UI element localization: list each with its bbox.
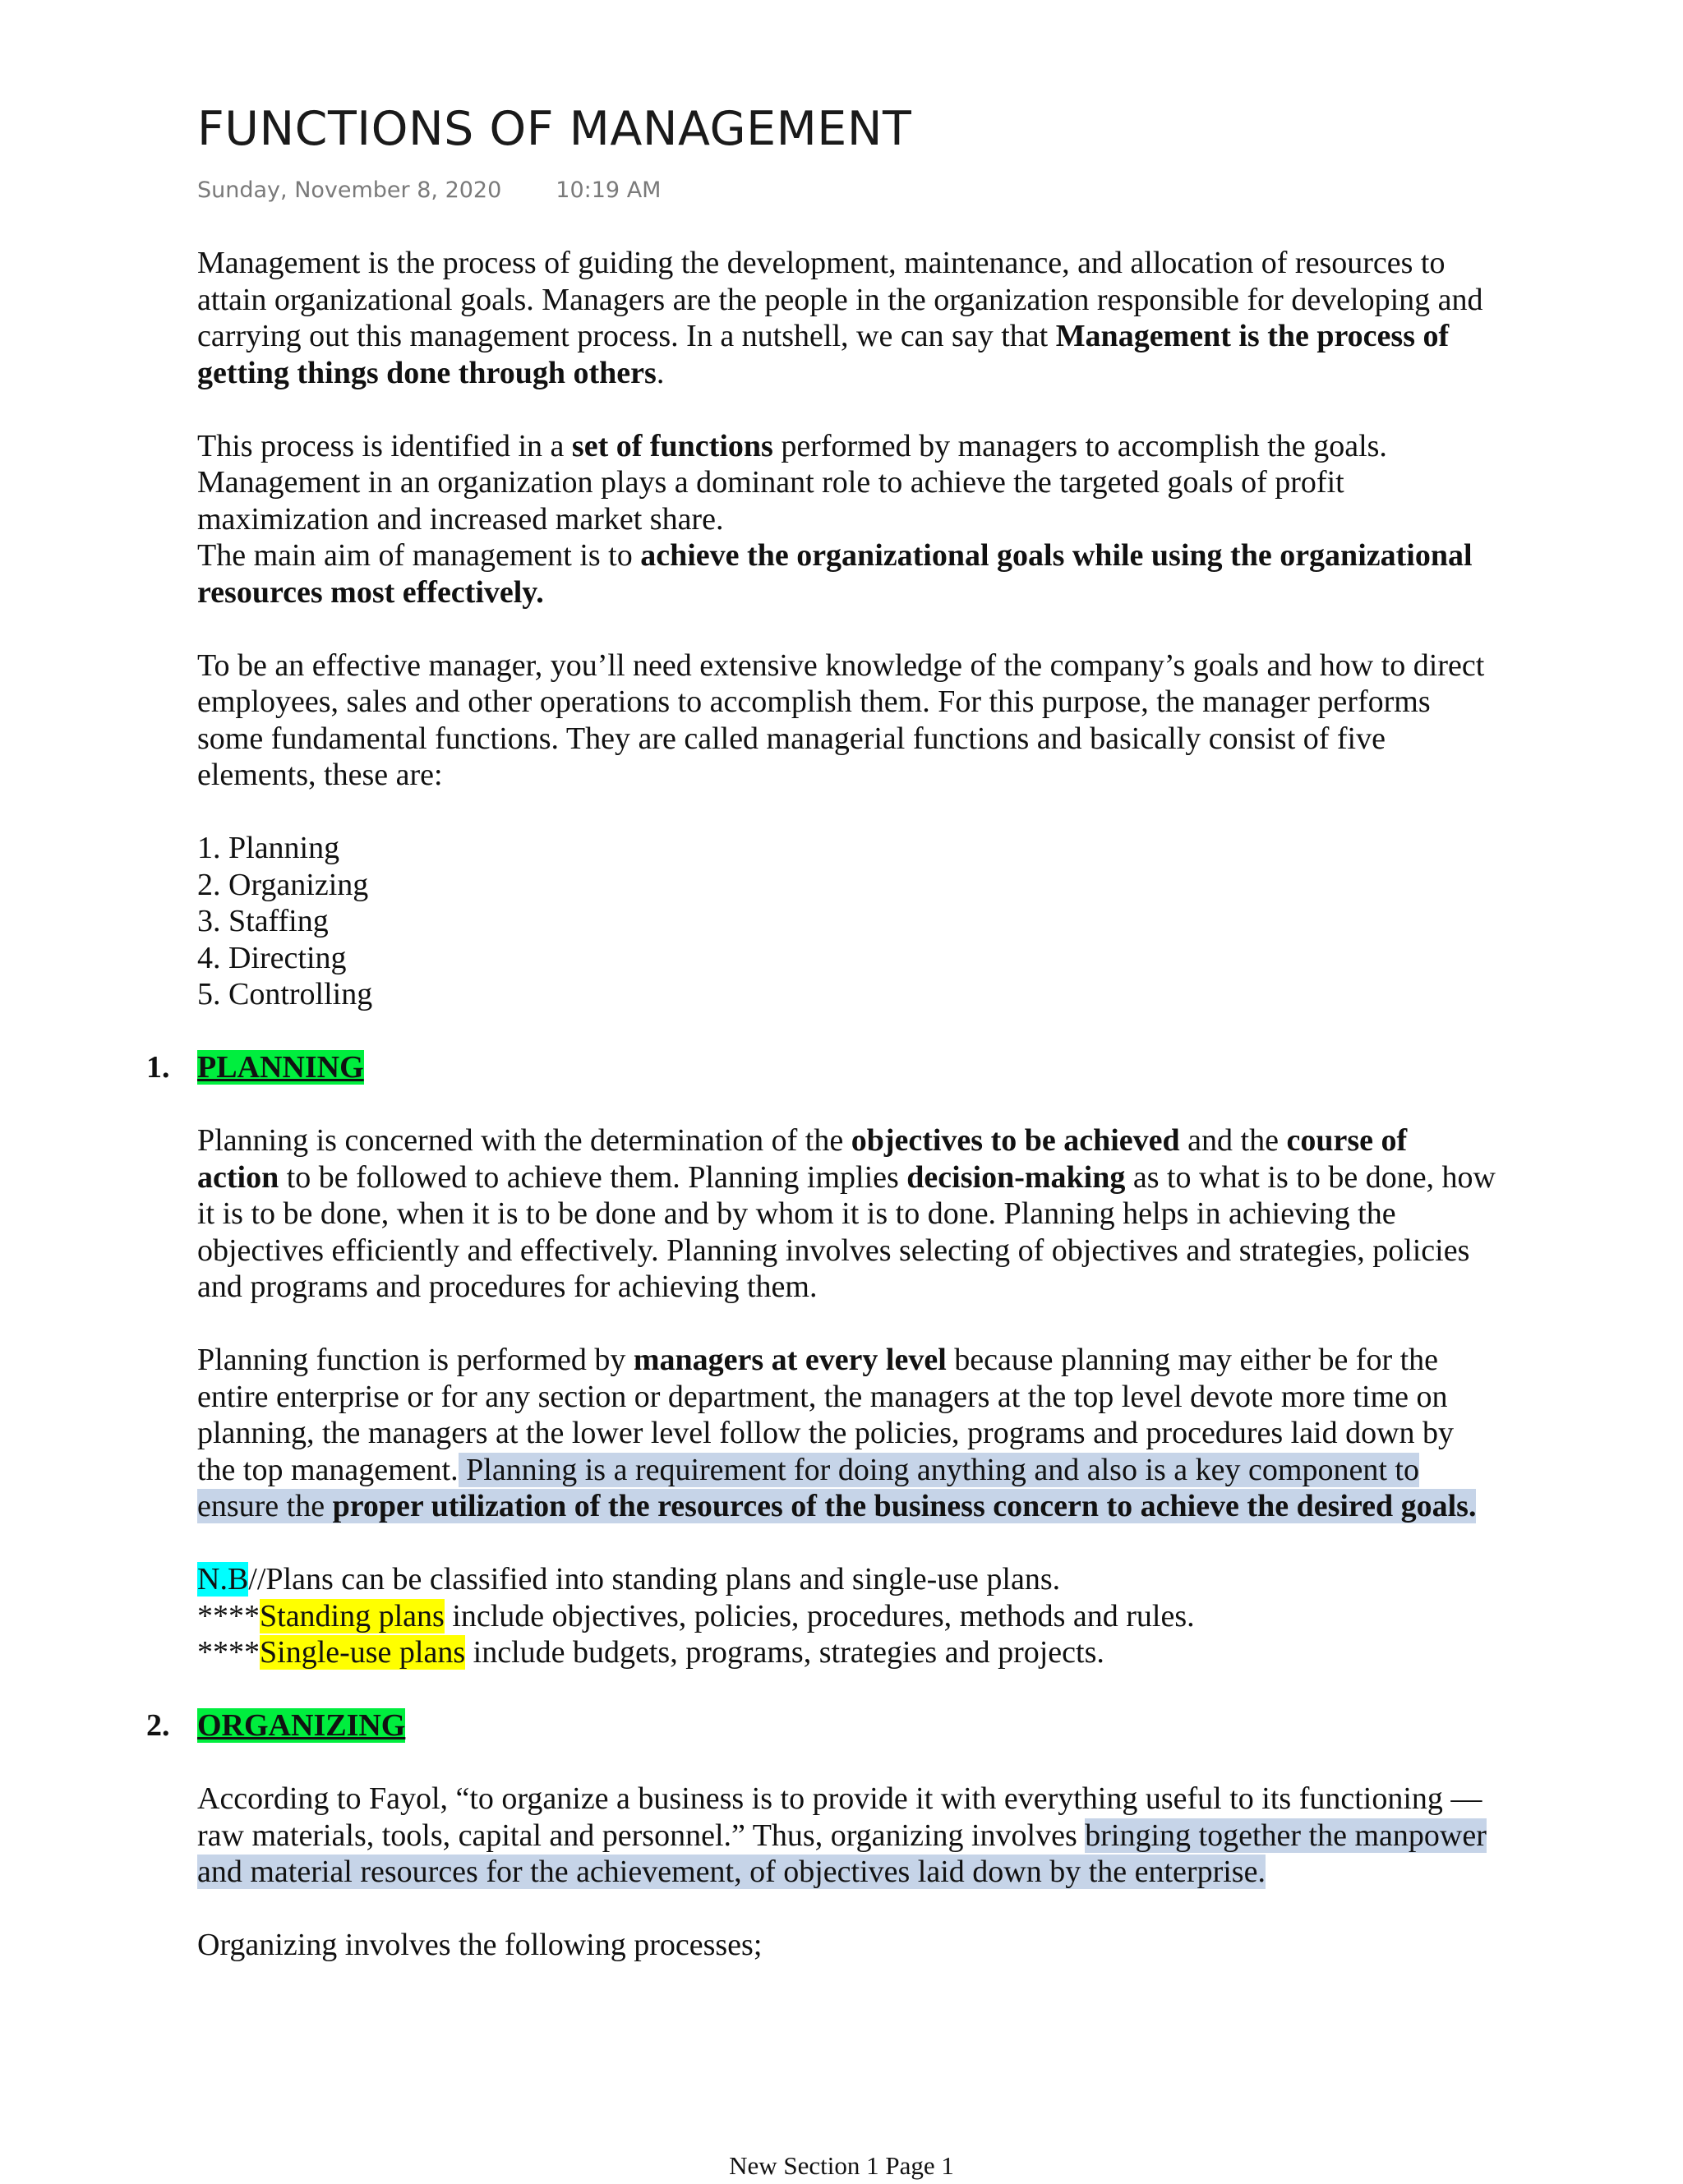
standing-plans-note: ****Standing plans include objectives, policies, procedures, methods and rules. <box>197 1598 1195 1633</box>
planning-paragraph-2: Planning function is performed by managers at every level because planning may either be for the entire enterprise or for any section or department, the managers at the top level devote more time on planning, the managers at the lower level follow the policies, programs and procedures laid down by the top management. Planning is a requirement for doing anything and also is a key component to ensure the proper utilization of the resources of the business concern to achieve the desired goals. <box>197 1343 1477 1523</box>
selected-text[interactable]: bringing together the manpower and material resources for the achievement, of objectives laid down by the enterprise. <box>197 1818 1487 1889</box>
page-time: 10:19 AM <box>556 177 662 203</box>
note-body[interactable] <box>146 245 1496 1964</box>
management-definition: Management is the process of getting things done through others <box>197 319 1450 390</box>
intro-paragraph-2: This process is identified in a set of functions performed by managers to accomplish the goals. <box>197 428 1387 463</box>
intro-paragraph-5: To be an effective manager, you’ll need extensive knowledge of the company’s goals and how to direct employees, sales and other operations to accomplish them. For this purpose, the manager performs some fundamental functions. They are called managerial functions and basically consist of five elements, these are: <box>197 647 1485 792</box>
list-item: 2. Organizing <box>197 867 369 902</box>
nb-label: N.B <box>197 1562 249 1597</box>
organizing-paragraph-1: According to Fayol, “to organize a business is to provide it with everything useful to its functioning — raw materials, tools, capital and personnel.” Thus, organizing involves bringing together the manpower and material resources for the achievement, of objectives laid down by the enterprise. <box>197 1781 1487 1889</box>
planning-paragraph-1: Planning is concerned with the determination of the objectives to be achieved and the course of action to be followed to achieve them. Planning implies decision-making as to what is to be done, how it is to be done, when it is to be done and by whom it is to done. Planning helps in achieving the objectives efficiently and effectively. Planning involves selecting of objectives and strategies, policies and programs and procedures for achieving them. <box>197 1123 1496 1304</box>
page-footer: New Section 1 Page 1 <box>729 2151 954 2180</box>
page-title: FUNCTIONS OF MANAGEMENT <box>197 102 912 156</box>
page-date: Sunday, November 8, 2020 <box>197 177 502 203</box>
list-item: 5. Controlling <box>197 977 373 1011</box>
page-metadata <box>197 177 661 203</box>
intro-paragraph-3: Management in an organization plays a dominant role to achieve the targeted goals of profit maximization and increased market share. <box>197 465 1344 537</box>
intro-paragraph-1: Management is the process of guiding the development, maintenance, and allocation of resources to attain organizational goals. Managers are the people in the organization responsible for developing and carrying out this management process. In a nutshell, we can say that Management is the process of getting things done through others. <box>197 246 1483 390</box>
list-item: 3. Staffing <box>197 904 329 938</box>
intro-paragraph-4: The main aim of management is to achieve the organizational goals while using the organizational resources most effectively. <box>197 538 1473 610</box>
section-heading-planning: 1. PLANNING <box>146 1050 364 1085</box>
nb-note: N.B//Plans can be classified into standing plans and single-use plans. <box>197 1562 1061 1597</box>
functions-list <box>197 830 1496 1013</box>
list-item: 4. Directing <box>197 940 347 975</box>
single-use-plans-note: ****Single-use plans include budgets, programs, strategies and projects. <box>197 1635 1104 1670</box>
selected-text[interactable]: Planning is a requirement for doing anything and also is a key component to ensure the proper utilization of the resources of the business concern to achieve the desired goals. <box>197 1452 1477 1523</box>
section-heading-organizing: 2. ORGANIZING <box>146 1708 406 1743</box>
organizing-paragraph-2: Organizing involves the following processes; <box>197 1928 763 1962</box>
list-item: 1. Planning <box>197 831 340 865</box>
